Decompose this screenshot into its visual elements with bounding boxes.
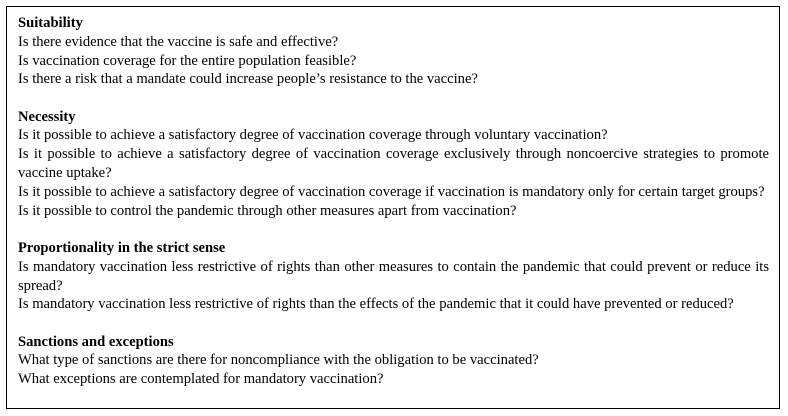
question-item: Is it possible to achieve a satisfactory degree of vaccination coverage exclusively through noncoercive strategies to promote vaccine uptake? [18,146,769,182]
question-item: Is there a risk that a mandate could increase people’s resistance to the vaccine? [18,71,478,88]
criteria-table [6,6,780,409]
section-heading: Proportionality in the strict sense [18,239,226,256]
section-necessity [18,108,769,221]
section-proportionality [18,239,769,314]
question-item: Is it possible to control the pandemic through other measures apart from vaccination? [18,202,517,219]
question-item: Is mandatory vaccination less restrictive of rights than other measures to contain the pandemic that could prevent or reduce its spread? [18,258,769,294]
section-heading: Sanctions and exceptions [18,333,174,350]
section-sanctions-exceptions [18,333,769,389]
section-suitability [18,14,769,89]
question-item: Is vaccination coverage for the entire population feasible? [18,52,357,69]
question-item: What exceptions are contemplated for mandatory vaccination? [18,371,384,388]
question-item: Is it possible to achieve a satisfactory degree of vaccination coverage through voluntary vaccination? [18,127,608,144]
section-heading: Necessity [18,108,76,125]
question-item: Is mandatory vaccination less restrictive of rights than the effects of the pandemic that it could have prevented or reduced? [18,296,734,313]
question-item: Is there evidence that the vaccine is safe and effective? [18,33,339,50]
question-item: Is it possible to achieve a satisfactory degree of vaccination coverage if vaccination is mandatory only for certain target groups? [18,183,765,200]
question-item: What type of sanctions are there for noncompliance with the obligation to be vaccinated? [18,352,539,369]
section-heading: Suitability [18,15,83,31]
